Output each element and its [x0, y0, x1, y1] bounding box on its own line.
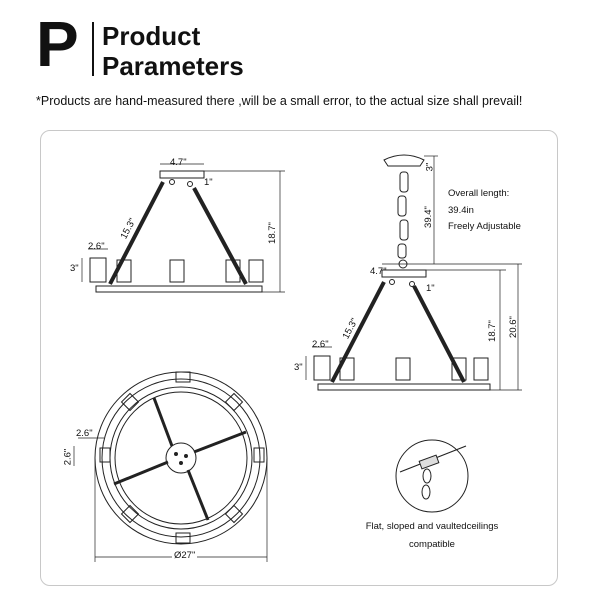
chain-link: [398, 244, 406, 258]
hub-screw: [180, 462, 183, 465]
dim-shade-height: 3": [70, 263, 79, 274]
plate-screw: [390, 280, 395, 285]
dim-drop: 1": [204, 177, 213, 188]
outer-ring-inner: [102, 379, 260, 537]
chain-link: [400, 172, 408, 192]
canopy-screw: [188, 182, 193, 187]
info-line-2: 39.4in: [448, 205, 474, 216]
shade: [314, 356, 330, 380]
slope-detail: [396, 440, 468, 512]
arm-right: [194, 188, 246, 284]
dim-canopy-height: 3": [424, 162, 436, 172]
outer-ring: [95, 372, 267, 544]
caption-line-2: compatible: [409, 539, 455, 550]
hub: [166, 443, 196, 473]
dim-top-shade-width: 2.6": [76, 428, 93, 439]
chain-link: [422, 485, 430, 499]
socket: [176, 533, 190, 543]
chain-link: [423, 469, 431, 483]
dim-total: 20.6": [507, 316, 519, 338]
shade: [170, 260, 184, 282]
socket: [254, 448, 264, 462]
hanging-plate: [382, 270, 426, 277]
swivel-mount: [419, 455, 439, 469]
shade: [474, 358, 488, 380]
socket: [176, 372, 190, 382]
disclaimer-note: *Products are hand-measured there ,will be a small error, to the actual size shall prevail!: [36, 94, 523, 108]
shade: [396, 358, 410, 380]
ring-bar: [318, 384, 490, 390]
arm: [188, 470, 208, 520]
info-line-3: Freely Adjustable: [448, 221, 521, 232]
chain-link: [398, 196, 406, 216]
shade: [249, 260, 263, 282]
inner-ring-inner: [115, 392, 247, 524]
side-view-1: [82, 164, 285, 292]
dim-arm: 15.3": [118, 216, 139, 242]
socket: [100, 448, 110, 462]
arm: [154, 398, 172, 446]
dim-plate-width: 4.7": [370, 266, 387, 277]
dim-height-2: 18.7": [486, 320, 498, 342]
dim-shade-height-2: 3": [294, 362, 303, 373]
canopy: [384, 155, 424, 166]
top-view: [74, 372, 267, 562]
ring-bar: [96, 286, 262, 292]
dim-shade-width-2: 2.6": [312, 339, 329, 350]
header-letter: P: [36, 8, 79, 80]
detail-circle: [396, 440, 468, 512]
dim-plate-drop: 1": [426, 283, 435, 294]
canopy-plate: [160, 171, 204, 178]
dim-canopy-width: 4.7": [170, 157, 187, 168]
arm: [114, 462, 168, 484]
info-line-1: Overall length:: [448, 188, 510, 199]
canopy-screw: [170, 180, 175, 185]
dim-shade-width: 2.6": [88, 241, 105, 252]
chain-link: [400, 220, 408, 240]
title-line-1: Product: [102, 21, 201, 51]
dim-diameter: Ø27": [174, 550, 196, 561]
plate-screw: [410, 282, 415, 287]
inner-ring: [110, 387, 252, 529]
hub-screw: [175, 453, 178, 456]
title-line-2: Parameters: [102, 51, 244, 81]
caption-line-1: Flat, sloped and vaultedceilings: [365, 521, 499, 532]
hub-screw: [185, 455, 188, 458]
arm-right: [414, 286, 464, 382]
dim-height: 18.7": [266, 222, 278, 244]
dim-top-shade-height: 2.6": [62, 448, 74, 466]
dim-arm-2: 15.3": [340, 316, 361, 342]
shade: [90, 258, 106, 282]
arm: [194, 432, 246, 452]
dim-chain: 39.4": [422, 206, 434, 228]
